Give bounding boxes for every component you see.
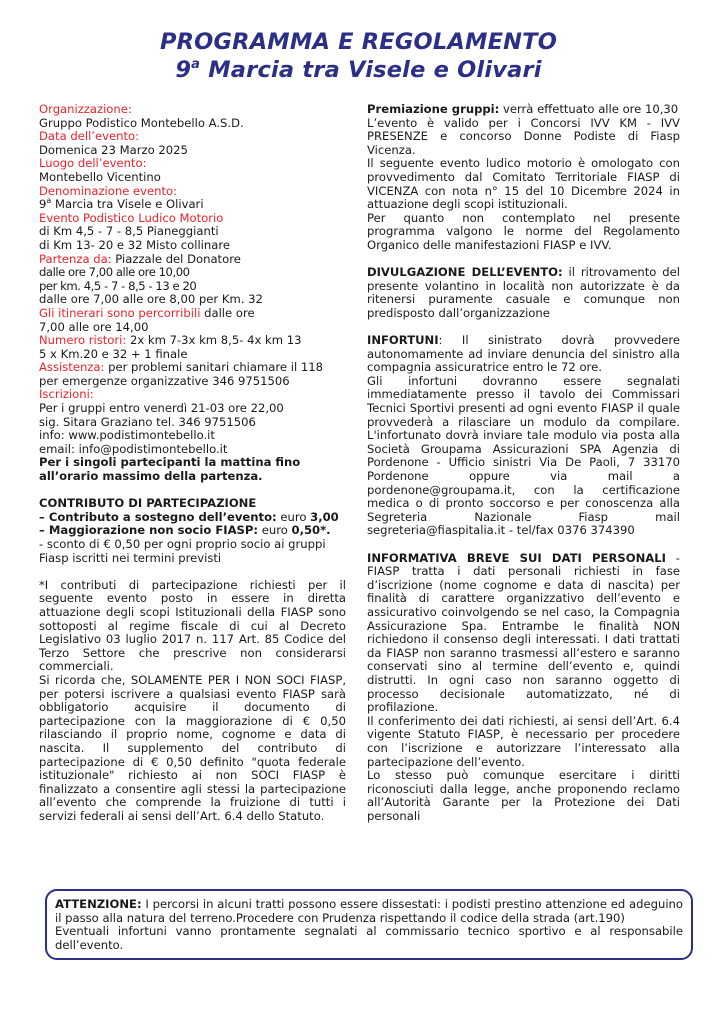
data-value: Domenica 23 Marzo 2025	[39, 142, 188, 157]
document-title	[0, 28, 717, 84]
maggiorazione-value: 0,50*.	[291, 523, 331, 538]
assistenza-label: Assistenza:	[39, 360, 105, 375]
maggiorazione-label: – Maggiorazione non socio FIASP:	[39, 523, 259, 538]
maggiorazione-non-socio	[39, 524, 346, 538]
premiazione-label: Premiazione gruppi:	[367, 102, 500, 116]
denominazione-label: Denominazione evento:	[39, 183, 178, 198]
attenzione-text	[55, 898, 683, 925]
itinerari-orari: 7,00 alle ore 14,00	[39, 319, 149, 334]
assistenza-value: per problemi sanitari chiamare il 118	[104, 360, 323, 375]
percorsi-collinari: di Km 13- 20 e 32 Misto collinare	[39, 237, 230, 252]
itinerari	[39, 307, 346, 321]
partenza	[39, 253, 346, 267]
sconto-gruppi: - sconto di € 0,50 per ogni proprio socio ai gruppi Fiasp iscritti nei termini previsti	[39, 537, 326, 565]
partenza-orari-2: per km. 4,5 - 7 - 8,5 - 13 e 20	[39, 278, 197, 293]
assistenza-emergenze: per emergenze organizzative 346 9751506	[39, 373, 290, 388]
iscrizioni-singoli: Per i singoli partecipanti la mattina fino all’orario massimo della partenza.	[39, 455, 301, 484]
infortuni-procedura: Gli infortuni dovranno essere segnalati immediatamente presso il tavolo dei Commissari Tecnici Sportivi presenti ad ogni evento FIASP il quale provvederà a rilasciare un modulo da compilare. L'infortunato dovrà inviare tale modulo via posta alla Società Groupama Assicurazioni SPA Agenzia di Pordenone - Ufficio sinistri Via De Paoli, 7 33170 Pordenone oppure via mail a pordenone@groupama.it, con la certificazione medica o di pronto soccorso e per conoscenza alla Segreteria Nazionale Fiasp mail segreteria@fiaspitalia.it - tel/fax 0376 374390	[367, 373, 680, 538]
conferimento-dati: Il conferimento dei dati richiesti, ai sensi dell’Art. 6.4 vigente Statuto FIASP, è necessario per procedere con l’iscrizione e autorizzare l’interessato alla partecipazione dell’evento.	[367, 713, 680, 769]
event-name: Marcia tra Visele e Olivari	[51, 197, 204, 212]
data-label: Data dell’evento:	[39, 129, 140, 144]
ristori	[39, 334, 346, 348]
iscrizioni-gruppi: Per i gruppi entro venerdì 21-03 ore 22,00	[39, 401, 284, 416]
itinerari-value: dalle ore	[200, 305, 255, 320]
contributo-sostegno-value: 3,00	[310, 509, 339, 524]
divulgazione-value: il ritrovamento del presente volantino in località non autorizzate è da ritenersi puramente casuale e comunque non predisposto dall’organizzazione	[367, 265, 680, 320]
edition-number: 9	[175, 57, 192, 83]
omologazione: Il seguente evento ludico motorio è omologato con provvedimento dal Comitato Territoriale FIASP di VICENZA con nota n° 15 del 10 Dicembre 2024 in attuazione degli scopi istituzionali.	[367, 156, 680, 212]
premiazione-gruppi	[367, 103, 680, 117]
attenzione-infortuni: Eventuali infortuni vanno prontamente segnalati al commissario tecnico sportivo e al responsabile dell’evento.	[55, 924, 683, 952]
tipo-evento-label: Evento Podistico Ludico Motorio	[39, 210, 224, 225]
partenza-label: Partenza da:	[39, 251, 112, 266]
ristori-label: Numero ristori:	[39, 333, 127, 348]
ristori-value: 2x km 7-3x km 8,5- 4x km 13	[126, 333, 302, 348]
luogo-label: Luogo dell’evento:	[39, 156, 147, 171]
edition-ordinal: a	[46, 196, 52, 206]
iscrizioni-label: Iscrizioni:	[39, 387, 94, 402]
attenzione-box	[45, 889, 693, 960]
iscrizioni-contatto: sig. Sitara Graziano tel. 346 9751506	[39, 414, 256, 429]
validita-concorsi: L’evento è valido per i Concorsi IVV KM - IVV PRESENZE e concorso Donne Podiste di Fiasp Vicenza.	[367, 115, 680, 157]
attenzione-percorsi: I percorsi in alcuni tratti possono essere dissestati: i podisti prestino attenzione ed adeguino il passo alla natura del terreno.Procedere con Prudenza rispettando il codice della strada (art.190)	[55, 897, 683, 925]
currency-unit: euro	[276, 509, 311, 524]
contributo-heading: CONTRIBUTO DI PARTECIPAZIONE	[39, 496, 257, 511]
event-name: Marcia tra Visele e Olivari	[200, 57, 542, 83]
organizzazione-label: Organizzazione:	[39, 102, 132, 116]
right-column	[367, 103, 680, 823]
partenza-orari-3: dalle ore 7,00 alle ore 8,00 per Km. 32	[39, 292, 263, 307]
informativa-privacy	[367, 552, 680, 715]
organizzazione-value: Gruppo Podistico Montebello A.S.D.	[39, 115, 244, 130]
divulgazione	[367, 266, 680, 320]
diritti-interessato: Lo stesso può comunque esercitare i diritti riconosciuti dalla legge, anche proponendo reclamo all’Autorità Garante per la Protezione dei Dati personali	[367, 768, 680, 823]
partenza-orari-1: dalle ore 7,00 alle ore 10,00	[39, 265, 190, 280]
currency-unit: euro	[258, 523, 292, 538]
iscrizioni-email[interactable]: email: info@podistimontebello.it	[39, 441, 228, 456]
premiazione-value: verrà effettuato alle ore 10,30	[499, 102, 679, 116]
privacy-value: - FIASP tratta i dati personali richiesti in fase d’iscrizione (nome cognome e data di nascita) per finalità di carattere organizzativo dell’evento e assicurativo coinvolgendo se nel caso, la Compagnia Assicurazione Spa. Entrambe le finalità NON richiedono il consenso degli interessati. I dati trattati da FIASP non saranno trasmessi all’estero e saranno conservati sino al termine dell’evento e, quindi distrutti. In ogni caso non saranno oggetto di processo decisionale automatizzato, né di profilazione.	[367, 550, 680, 715]
denominazione-value	[39, 198, 346, 212]
nota-fiscale: *I contributi di partecipazione richiesti per il seguente evento posto in essere in diretta attuazione degli scopi Istituzionali della FIASP sono sottoposti al regime fiscale di cui al Decreto Legislativo 03 luglio 2017 n. 117 Art. 85 Codice del Terzo Settore che prescrive non considerarsi commerciali.	[39, 577, 346, 674]
assistenza	[39, 361, 346, 375]
nota-non-soci: Si ricorda che, SOLAMENTE PER I NON SOCI FIASP, per potersi iscrivere a qualsiasi evento FIASP sarà obbligatorio acquisire il documento di partecipazione con la maggiorazione di € 0,50 rilasciando il proprio nome, cognome e data di nascita. Il supplemento del contributo di partecipazione di € 0,50 definito "quota federale istituzionale" richiesto ai non SOCI FIASP è finalizzato a consentire agli stessi la partecipazione all’evento che comprende la fruizione di tutti i servizi federali ai sensi dell’Art. 6.4 dello Statuto.	[39, 672, 346, 823]
iscrizioni-sito[interactable]: info: www.podistimontebello.it	[39, 428, 215, 443]
contributo-sostegno-label: – Contributo a sostegno dell’evento:	[39, 509, 277, 524]
left-column	[39, 103, 346, 823]
attenzione-label: ATTENZIONE:	[55, 897, 142, 911]
title-line-event-name	[0, 56, 717, 84]
infortuni	[367, 334, 680, 375]
edition-ordinal: a	[191, 57, 201, 72]
luogo-value: Montebello Vicentino	[39, 169, 161, 184]
privacy-label: INFORMATIVA BREVE SUI DATI PERSONALI	[367, 550, 666, 565]
norme-regolamento: Per quanto non contemplato nel presente programma valgono le norme del Regolamento Organico delle manifestazioni FIASP e IVV.	[367, 210, 680, 252]
infortuni-label: INFORTUNI	[367, 333, 439, 348]
edition-number: 9	[39, 197, 47, 212]
contributo-sostegno	[39, 511, 346, 525]
percorsi-pianeggianti: di Km 4,5 - 7 - 8,5 Pianeggianti	[39, 224, 219, 239]
divulgazione-label: DIVULGAZIONE DELL’EVENTO:	[367, 265, 563, 280]
partenza-value: Piazzale del Donatore	[111, 251, 241, 266]
itinerari-label: Gli itinerari sono percorribili	[39, 305, 201, 320]
infortuni-value: : Il sinistrato dovrà provvedere autonomamente ad inviare denuncia del sinistro alla compagnia assicuratrice entro le 72 ore.	[367, 333, 680, 375]
ristori-value-2: 5 x Km.20 e 32 + 1 finale	[39, 346, 188, 361]
title-line-programma: PROGRAMMA E REGOLAMENTO	[159, 29, 558, 55]
